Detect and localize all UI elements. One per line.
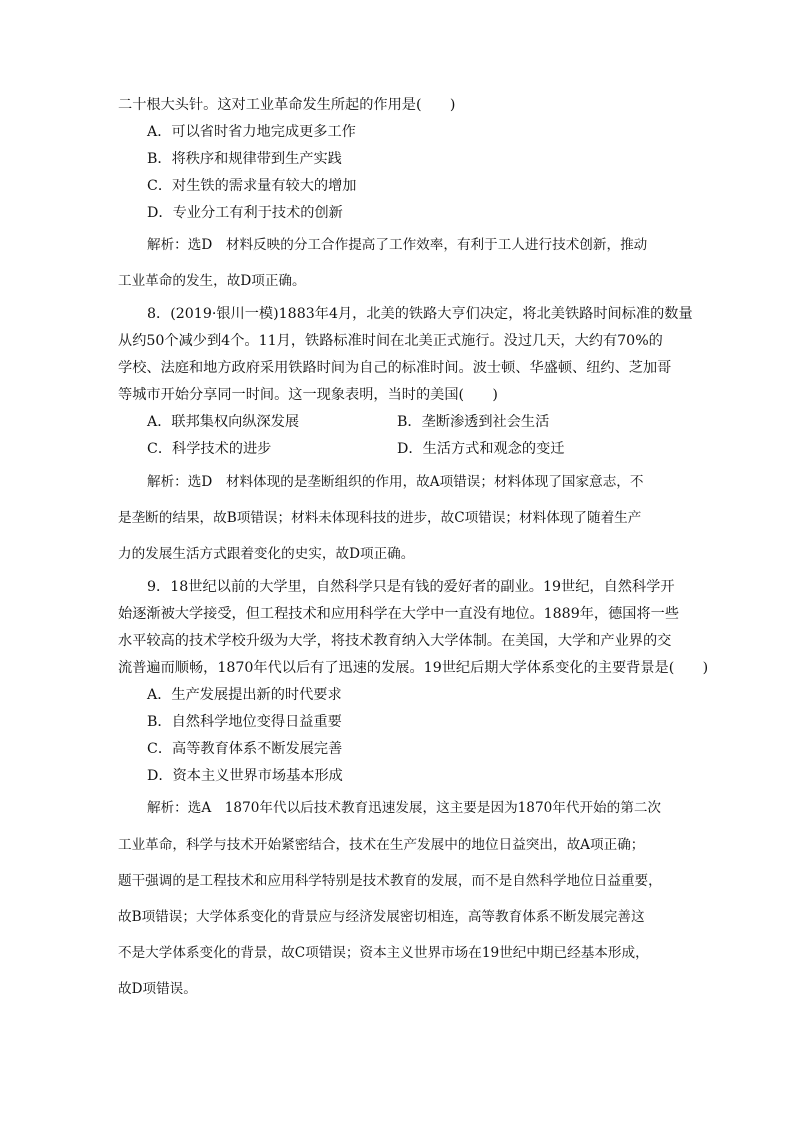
q8-stem-line: 8．(2019·银川一模)1883年4月，北美的铁路大亨们决定，将北美铁路时间标准的数量 xyxy=(147,306,693,322)
q9-analysis-line: 题干强调的是工程技术和应用科学特别是技术教育的发展，而不是自然科学地位日益重要， xyxy=(118,873,662,889)
q9-stem-line: 流普遍而顺畅，1870年代以后有了迅速的发展。19世纪后期大学体系变化的主要背景是( ) xyxy=(118,660,709,676)
q7-analysis-line: 解析：选D 材料反映的分工合作提高了工作效率，有利于工人进行技术创新，推动 xyxy=(147,237,648,253)
q9-option-b: B．自然科学地位变得日益重要 xyxy=(147,714,342,730)
q8-option-a: A．联邦集权向纵深发展 xyxy=(147,414,300,430)
q9-analysis-line: 故B项错误；大学体系变化的背景应与经济发展密切相连，高等教育体系不断发展完善这 xyxy=(118,909,645,925)
q7-option-c: C．对生铁的需求量有较大的增加 xyxy=(147,178,357,194)
q8-option-d: D．生活方式和观念的变迁 xyxy=(397,441,565,457)
q9-stem-line: 始逐渐被大学接受，但工程技术和应用科学在大学中一直没有地位。1889年，德国将一些 xyxy=(118,606,680,622)
q7-analysis-line: 工业革命的发生，故D项正确。 xyxy=(118,273,306,289)
q8-option-b: B．垄断渗透到社会生活 xyxy=(397,414,550,430)
q9-analysis-line: 不是大学体系变化的背景，故C项错误；资本主义世界市场在19世纪中期已经基本形成， xyxy=(118,945,649,961)
q9-option-d: D．资本主义世界市场基本形成 xyxy=(147,768,343,784)
q8-stem-line: 从约50个减少到4个。11月，铁路标准时间在北美正式施行。没过几天，大约有70%的 xyxy=(118,333,663,349)
q7-option-a: A．可以省时省力地完成更多工作 xyxy=(147,124,356,140)
q9-analysis-line: 解析：选A 1870年代以后技术教育迅速发展，这主要是因为1870年代开始的第二次 xyxy=(147,800,662,816)
q9-analysis-line: 工业革命，科学与技术开始紧密结合，技术在生产发展中的地位日益突出，故A项正确； xyxy=(118,837,645,853)
q9-option-c: C．高等教育体系不断发展完善 xyxy=(147,741,343,757)
q8-stem-line: 学校、法庭和地方政府采用铁路时间为自己的标准时间。波士顿、华盛顿、纽约、芝加哥 xyxy=(118,360,672,376)
q9-stem-line: 水平较高的技术学校升级为大学，将技术教育纳入大学体制。在美国，大学和产业界的交 xyxy=(118,633,672,649)
q8-analysis-line: 解析：选D 材料体现的是垄断组织的作用，故A项错误；材料体现了国家意志，不 xyxy=(147,474,644,490)
q8-stem-line: 等城市开始分享同一时间。这一现象表明，当时的美国( ) xyxy=(118,387,498,403)
q8-analysis-line: 力的发展生活方式跟着变化的史实，故D项正确。 xyxy=(118,546,415,562)
q8-analysis-line: 是垄断的结果，故B项错误；材料未体现科技的进步，故C项错误；材料体现了随着生产 xyxy=(118,510,642,526)
q9-option-a: A．生产发展提出新的时代要求 xyxy=(147,687,342,703)
q7-option-b: B．将秩序和规律带到生产实践 xyxy=(147,151,342,167)
q8-option-c: C．科学技术的进步 xyxy=(147,441,272,457)
q7-option-d: D．专业分工有利于技术的创新 xyxy=(147,205,343,221)
q9-analysis-line: 故D项错误。 xyxy=(118,981,197,997)
q9-stem-line: 9．18世纪以前的大学里，自然科学只是有钱的爱好者的副业。19世纪，自然科学开 xyxy=(147,579,675,595)
q7-stem-tail: 二十根大头针。这对工业革命发生所起的作用是( ) xyxy=(118,97,456,113)
